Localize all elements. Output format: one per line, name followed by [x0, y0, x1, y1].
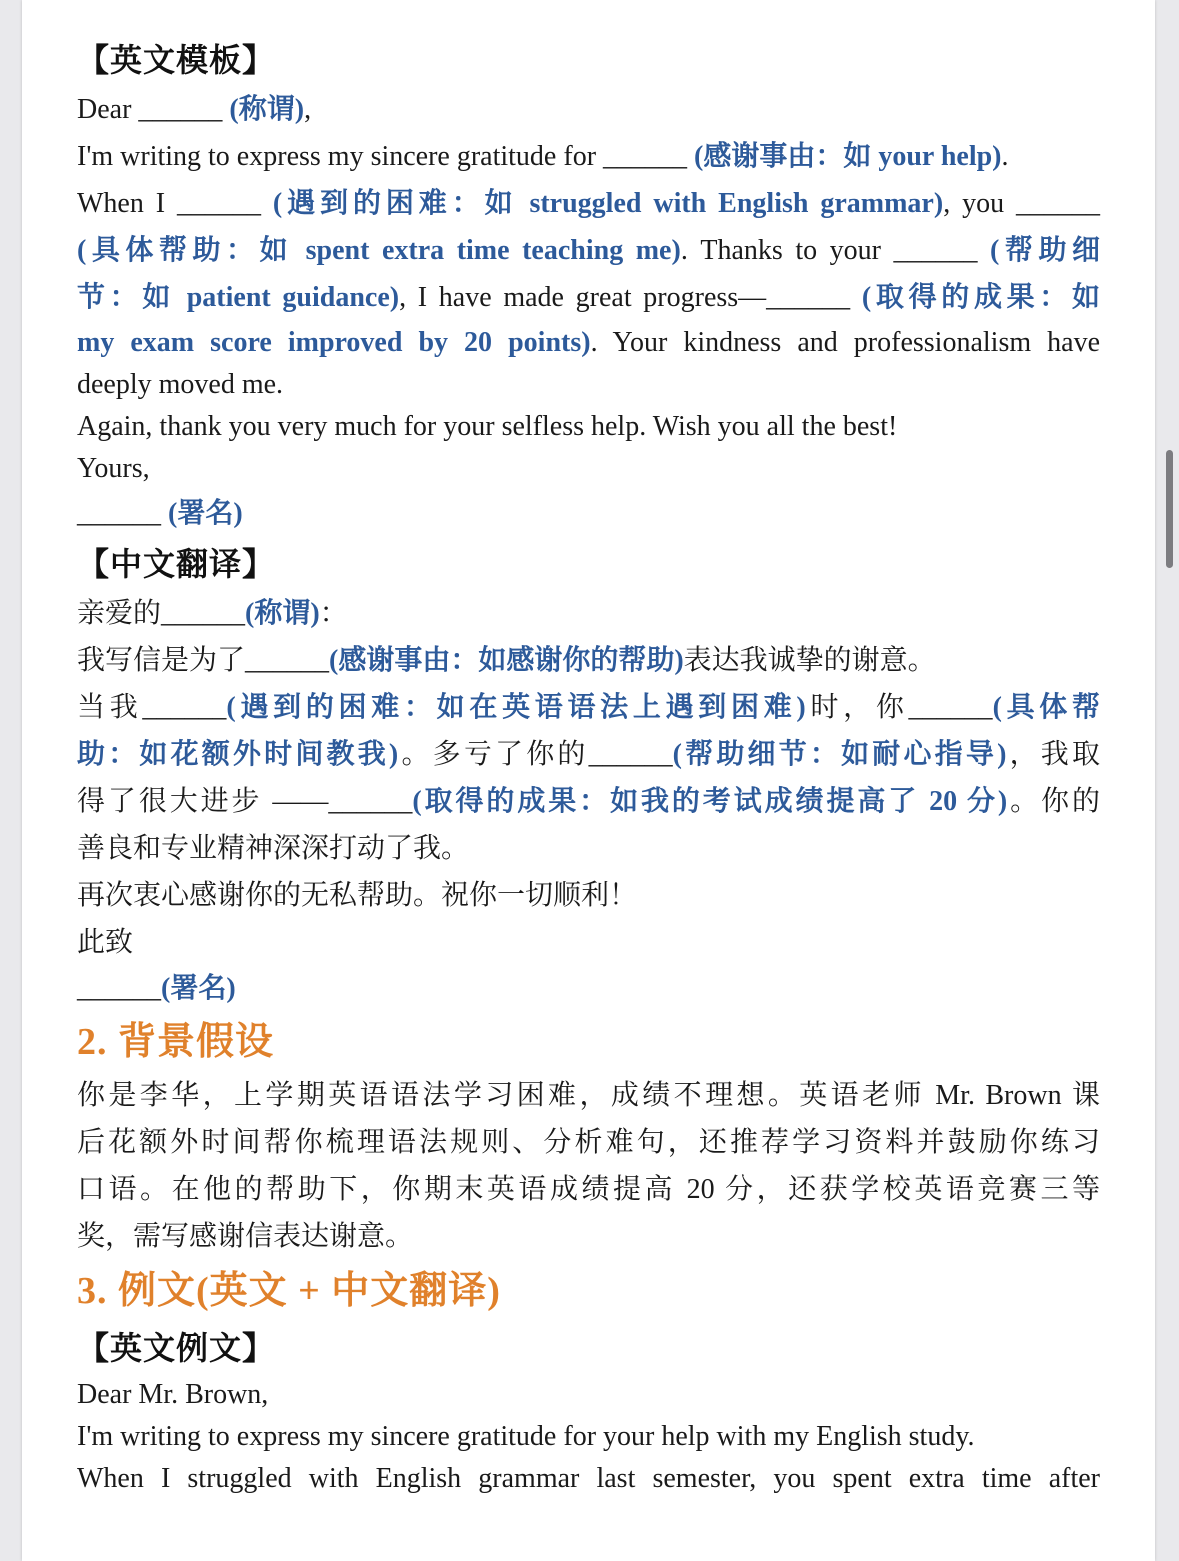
background-paragraph-line: 后花额外时间帮你梳理语法规则、分析难句，还推荐学习资料并鼓励你练习 — [77, 1127, 1100, 1158]
placeholder-hint: (帮助细节：如耐心指导) — [672, 739, 1007, 770]
translation-text: 表达我诚挚的谢意。 — [683, 645, 936, 676]
background-paragraph-line: 口语。在他的帮助下，你期末英语成绩提高 20 分，还获学校英语竞赛三等 — [77, 1174, 1100, 1205]
translation-text: 。你的 — [1007, 786, 1100, 817]
placeholder-hint: (帮助细 — [990, 235, 1100, 266]
placeholder-hint: (称谓) — [229, 94, 305, 125]
translation-line — [77, 637, 1100, 684]
template-line — [77, 274, 1100, 321]
english-template-heading: 【英文模板】 — [77, 42, 276, 78]
section-3-title: 3. 例文(英文 + 中文翻译) — [77, 1270, 501, 1312]
template-text: . Your kindness and professionalism have — [590, 327, 1101, 358]
template-text: , you ______ — [943, 188, 1101, 219]
translation-line: 善良和专业精神深深打动了我。 — [77, 833, 470, 864]
translation-line — [77, 966, 1100, 1012]
sample-line: I'm writing to express my sincere gratitude for your help with my English study. — [77, 1421, 975, 1452]
placeholder-hint: (遇到的困难：如 struggled with English grammar) — [272, 188, 944, 219]
translation-line — [77, 731, 1100, 778]
template-text: . — [1001, 141, 1009, 172]
translation-text: ______ — [77, 973, 161, 1004]
translation-text: 我写信是为了______ — [77, 645, 330, 676]
template-text: , I have made great progress—______ — [399, 282, 862, 313]
template-line — [77, 321, 1100, 364]
template-line — [77, 180, 1100, 227]
translation-text: ： — [319, 598, 348, 629]
translation-line — [77, 590, 1100, 637]
placeholder-hint: (称谓) — [245, 598, 320, 629]
translation-line: 再次衷心感谢你的无私帮助。祝你一切顺利！ — [77, 880, 638, 911]
template-text: ______ — [77, 498, 168, 529]
template-line — [77, 490, 1100, 538]
chinese-translation-heading: 【中文翻译】 — [77, 546, 276, 582]
english-sample-heading: 【英文例文】 — [77, 1330, 276, 1366]
template-line — [77, 86, 1100, 133]
sample-line: When I struggled with English grammar last semester, you spent extra time after — [77, 1463, 1100, 1494]
translation-line — [77, 778, 1100, 825]
placeholder-hint: 节：如 patient guidance) — [77, 282, 400, 313]
document-page — [22, 0, 1155, 1561]
translation-text: 时，你______ — [805, 692, 993, 723]
template-text: I'm writing to express my sincere gratitude for ______ — [77, 141, 695, 172]
vertical-scrollbar[interactable] — [1166, 450, 1173, 568]
background-paragraph-line: 你是李华，上学期英语语法学习困难，成绩不理想。英语老师 Mr. Brown 课 — [77, 1080, 1100, 1111]
placeholder-hint: my exam score improved by 20 points) — [77, 327, 591, 358]
template-text: When I ______ — [77, 188, 273, 219]
template-line — [77, 133, 1100, 180]
translation-text: ，我取 — [1006, 739, 1100, 770]
template-text: . Thanks to your ______ — [680, 235, 991, 266]
translation-line: 此致 — [77, 927, 134, 958]
placeholder-hint: (具体帮助：如 spent extra time teaching me) — [77, 235, 681, 266]
template-line — [77, 227, 1100, 274]
translation-text: 亲爱的______ — [77, 598, 246, 629]
background-paragraph-line: 奖，需写感谢信表达谢意。 — [77, 1221, 414, 1252]
placeholder-hint: (具体帮 — [992, 692, 1100, 723]
document-content — [77, 34, 1100, 1500]
translation-text: 得了很大进步 ——______ — [77, 786, 413, 817]
placeholder-hint: 助：如花额外时间教我) — [77, 739, 399, 770]
section-2-title: 2. 背景假设 — [77, 1021, 275, 1063]
template-text: , — [304, 94, 312, 125]
template-line: deeply moved me. — [77, 369, 284, 400]
sample-line: Dear Mr. Brown, — [77, 1379, 269, 1410]
placeholder-hint: (取得的成果：如我的考试成绩提高了 20 分) — [412, 786, 1008, 817]
placeholder-hint: (署名) — [168, 498, 243, 529]
template-line: Yours, — [77, 453, 150, 484]
template-line: Again, thank you very much for your selfless help. Wish you all the best! — [77, 411, 898, 442]
translation-text: 当我______ — [77, 692, 227, 723]
translation-text: 。多亏了你的______ — [398, 739, 673, 770]
placeholder-hint: (感谢事由：如 your help) — [694, 141, 1002, 172]
translation-line — [77, 684, 1100, 731]
placeholder-hint: (遇到的困难：如在英语语法上遇到困难) — [226, 692, 806, 723]
placeholder-hint: (取得的成果：如 — [861, 282, 1100, 313]
template-text: Dear ______ — [77, 94, 230, 125]
placeholder-hint: (署名) — [161, 973, 236, 1004]
placeholder-hint: (感谢事由：如感谢你的帮助) — [329, 645, 684, 676]
